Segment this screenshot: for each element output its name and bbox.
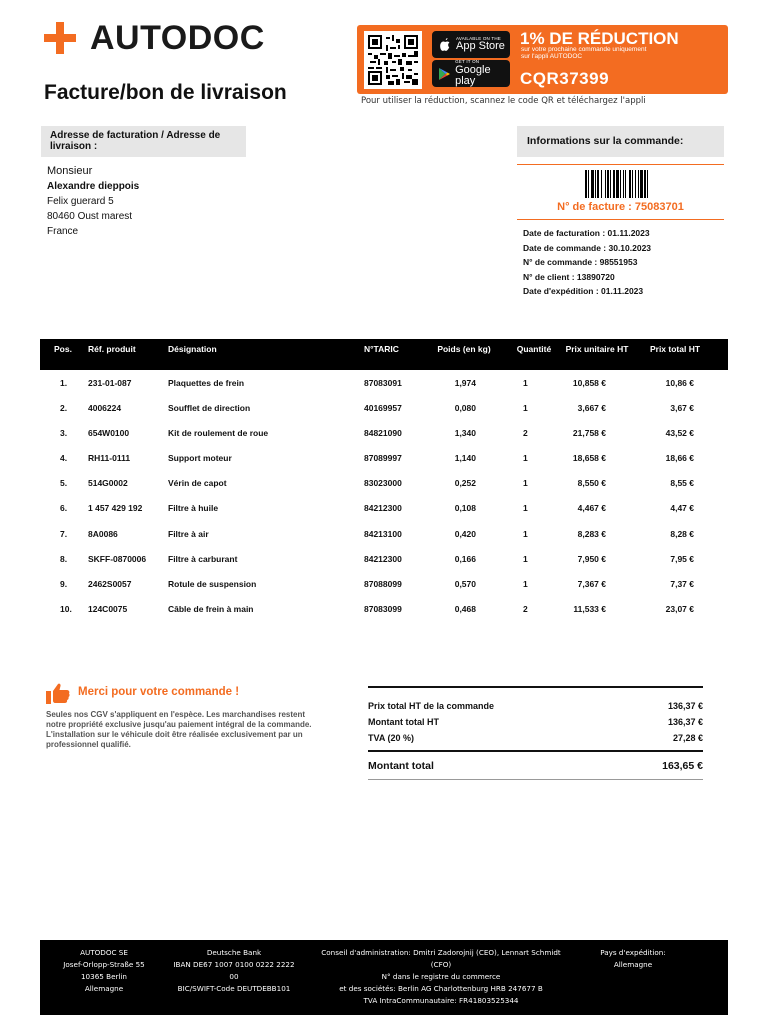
cell-designation: Câble de frein à main	[168, 603, 254, 614]
table-row	[40, 370, 728, 395]
apple-icon	[438, 37, 452, 53]
footer-bank	[168, 947, 300, 995]
order-total-value: 136,37 €	[667, 701, 703, 711]
cell-unit-price: 7,367 €	[577, 578, 606, 589]
googleplay-caption: GET IT ON	[455, 59, 480, 65]
divider	[368, 779, 703, 780]
cell-pos: 7.	[60, 528, 68, 539]
cell-weight: 0,252	[454, 478, 476, 489]
divider	[517, 164, 724, 165]
grand-total-label: Montant total	[368, 760, 434, 772]
cell-ref: 8A0086	[88, 528, 118, 539]
promo-title: 1% DE RÉDUCTION	[520, 29, 679, 48]
cell-qty: 1	[523, 528, 528, 539]
order-info-list	[523, 226, 651, 299]
footer-line: BIC/SWIFT-Code DEUTDEBB101	[177, 984, 291, 993]
cell-qty: 2	[523, 428, 528, 439]
cell-weight: 0,420	[454, 528, 476, 539]
footer-company	[52, 947, 156, 995]
cell-weight: 1,340	[454, 428, 476, 439]
client-number: N° de client : 13890720	[523, 271, 615, 282]
table-row	[40, 445, 728, 470]
cell-designation: Soufflet de direction	[168, 403, 251, 414]
appstore-label: App Store	[456, 40, 505, 53]
cell-ref: 124C0075	[88, 603, 128, 614]
thanks-title: Merci pour votre commande !	[78, 686, 240, 698]
footer-line: AUTODOC SE	[80, 948, 128, 957]
total-ht-row	[368, 714, 703, 730]
footer-line: Josef-Orlopp-Straße 55	[63, 960, 145, 969]
table-header	[40, 339, 728, 370]
cell-taric: 87083099	[364, 603, 402, 614]
cell-pos: 4.	[60, 453, 68, 464]
cell-designation: Kit de roulement de roue	[168, 428, 269, 439]
order-number: N° de commande : 98551953	[523, 257, 638, 267]
cell-taric: 84212300	[364, 553, 402, 564]
cell-unit-price: 3,667 €	[577, 403, 606, 414]
cell-taric: 84212300	[364, 503, 402, 514]
salutation: Monsieur	[47, 165, 93, 177]
col-unit-price: Prix unitaire HT	[565, 344, 629, 354]
totals-block	[368, 698, 703, 746]
cell-ref: 2462S0057	[88, 578, 132, 589]
col-total-price: Prix total HT	[649, 344, 701, 354]
footer-line: Deutsche Bank	[206, 948, 262, 957]
cell-weight: 0,570	[454, 578, 476, 589]
cell-weight: 1,974	[454, 378, 476, 388]
cell-ref: 1 457 429 192	[88, 503, 143, 514]
cell-ref: 231-01-087	[88, 378, 132, 388]
billing-address	[47, 163, 139, 239]
footer-line: TVA IntraCommunautaire: FR41803525344	[363, 996, 519, 1005]
cell-pos: 6.	[60, 503, 68, 514]
table-row	[40, 420, 728, 445]
cell-unit-price: 11,533 €	[573, 603, 606, 614]
order-total-row	[368, 698, 703, 714]
cell-total-price: 3,67 €	[670, 403, 694, 414]
cell-ref: 514G0002	[88, 478, 128, 489]
vat-value: 27,28 €	[672, 733, 703, 743]
total-ht-label: Montant total HT	[368, 717, 439, 727]
invoice-date: Date de facturation : 01.11.2023	[523, 228, 650, 238]
terms-text: Seules nos CGV s'appliquent en l'espèce. Les marchandises restent notre propriété exclusive jusqu'au paiement intégral de la commande. L'installation sur le véhicule doit être réalisée exclusivement par un professionnel qualifié.	[46, 710, 312, 749]
cell-pos: 5.	[60, 478, 68, 489]
address-city: 80460 Oust marest	[47, 211, 133, 222]
promo-banner	[357, 25, 728, 94]
billing-heading: Adresse de facturation / Adresse de livraison :	[41, 126, 246, 157]
address-country: France	[47, 226, 79, 237]
promo-code: CQR37399	[520, 69, 610, 88]
cell-total-price: 43,52 €	[665, 428, 694, 439]
address-street: Felix guerard 5	[47, 196, 114, 207]
table-body	[40, 370, 728, 621]
cell-designation: Rotule de suspension	[168, 578, 257, 589]
cell-qty: 1	[523, 478, 528, 489]
divider	[368, 750, 703, 752]
cell-pos: 9.	[60, 578, 68, 589]
cell-weight: 0,166	[454, 553, 476, 564]
col-pos: Pos.	[54, 344, 72, 354]
vat-row	[368, 730, 703, 746]
cell-qty: 1	[523, 403, 528, 414]
cell-unit-price: 18,658 €	[572, 453, 606, 464]
table-row	[40, 521, 728, 546]
cell-total-price: 8,28 €	[670, 528, 694, 539]
autodoc-logo	[44, 18, 265, 58]
logo-plus-icon	[44, 22, 76, 54]
table-row	[40, 395, 728, 420]
cell-unit-price: 10,858 €	[572, 378, 606, 388]
logo-text: AUTODOC	[90, 18, 265, 57]
cell-qty: 1	[523, 378, 528, 388]
col-taric: N°TARIC	[364, 344, 399, 354]
grand-total-row	[368, 760, 703, 772]
customer-name: Alexandre dieppois	[47, 181, 140, 192]
order-total-label: Prix total HT de la commande	[368, 701, 495, 711]
footer-line: IBAN DE67 1007 0100 0222 2222 00	[173, 960, 295, 981]
shipping-date: Date d'expédition : 01.11.2023	[523, 286, 644, 296]
col-weight: Poids (en kg)	[437, 344, 491, 354]
cell-weight: 0,108	[454, 503, 476, 514]
col-qty: Quantité	[516, 344, 552, 354]
table-row	[40, 596, 728, 621]
divider	[517, 219, 724, 220]
qr-code-icon	[364, 31, 422, 89]
table-row	[40, 495, 728, 520]
cell-total-price: 18,66 €	[665, 453, 694, 464]
divider	[368, 686, 703, 688]
cell-ref: 654W0100	[88, 428, 130, 439]
cell-taric: 87083091	[364, 378, 402, 388]
footer-line: (CFO)	[430, 960, 452, 969]
app-store-button[interactable]	[432, 31, 510, 58]
google-play-button[interactable]	[432, 60, 510, 87]
cell-weight: 0,468	[454, 603, 476, 614]
cell-ref: RH11-0111	[88, 453, 131, 464]
col-designation: Désignation	[168, 344, 217, 354]
cell-unit-price: 21,758 €	[572, 428, 606, 439]
cell-designation: Filtre à huile	[168, 503, 219, 514]
cell-ref: SKFF-0870006	[88, 553, 147, 564]
cell-taric: 87089997	[364, 453, 402, 464]
invoice-number: N° de facture : 75083701	[557, 201, 684, 213]
total-ht-value: 136,37 €	[667, 717, 703, 727]
cell-pos: 8.	[60, 553, 68, 564]
col-ref: Réf. produit	[88, 344, 136, 354]
cell-qty: 1	[523, 503, 528, 514]
cell-qty: 1	[523, 553, 528, 564]
cell-taric: 83023000	[364, 478, 402, 489]
promo-note: Pour utiliser la réduction, scannez le code QR et téléchargez l'appli	[361, 96, 646, 106]
footer-line: Allemagne	[613, 960, 653, 969]
cell-taric: 84821090	[364, 428, 402, 439]
order-date: Date de commande : 30.10.2023	[523, 242, 652, 253]
appstore-caption: AVAILABLE ON THE	[456, 35, 501, 41]
table-row	[40, 571, 728, 596]
cell-qty: 2	[523, 603, 528, 614]
document-title: Facture/bon de livraison	[44, 81, 287, 104]
cell-total-price: 8,55 €	[670, 478, 694, 489]
footer-line: et des sociétés: Berlin AG Charlottenburg HRB 247677 B	[339, 984, 543, 993]
promo-subtitle: sur votre prochaine commande uniquement sur l'appli AUTODOC	[521, 46, 647, 61]
barcode-icon	[585, 170, 661, 198]
cell-designation: Vérin de capot	[168, 478, 227, 489]
footer-line: N° dans le registre du commerce	[381, 972, 501, 981]
cell-designation: Support moteur	[168, 453, 232, 464]
cell-total-price: 7,95 €	[670, 553, 694, 564]
cell-taric: 84213100	[364, 528, 402, 539]
cell-total-price: 4,47 €	[670, 503, 694, 514]
cell-designation: Plaquettes de frein	[168, 378, 245, 388]
cell-unit-price: 7,950 €	[577, 553, 606, 564]
footer-shipping-country	[588, 947, 678, 971]
footer	[40, 940, 728, 1015]
cell-pos: 2.	[60, 403, 68, 414]
thumbs-up-icon	[46, 683, 70, 704]
footer-line: Conseil d'administration: Dmitri Zadorojnij (CEO), Lennart Schmidt	[321, 948, 561, 957]
cell-taric: 87088099	[364, 578, 402, 589]
cell-unit-price: 8,550 €	[577, 478, 606, 489]
grand-total-value: 163,65 €	[662, 760, 703, 772]
cell-total-price: 23,07 €	[665, 603, 694, 614]
play-icon	[438, 66, 451, 82]
cell-designation: Filtre à air	[168, 528, 209, 539]
cell-unit-price: 4,467 €	[577, 503, 606, 514]
table-row	[40, 470, 728, 495]
vat-label: TVA (20 %)	[368, 733, 415, 743]
cell-unit-price: 8,283 €	[577, 528, 606, 539]
footer-line: Allemagne	[84, 984, 124, 993]
order-info-heading: Informations sur la commande:	[517, 126, 724, 157]
cell-total-price: 7,37 €	[670, 578, 694, 589]
cell-pos: 3.	[60, 428, 68, 439]
cell-qty: 1	[523, 578, 528, 589]
cell-ref: 4006224	[88, 403, 122, 414]
cell-designation: Filtre à carburant	[168, 553, 238, 564]
cell-pos: 10.	[60, 603, 72, 614]
footer-line: Pays d'expédition:	[600, 948, 666, 957]
cell-weight: 1,140	[454, 453, 476, 464]
footer-legal	[310, 947, 572, 1007]
cell-weight: 0,080	[454, 403, 476, 414]
cell-qty: 1	[523, 453, 528, 464]
cell-taric: 40169957	[364, 403, 402, 414]
cell-total-price: 10,86 €	[665, 378, 694, 388]
cell-pos: 1.	[60, 378, 68, 388]
table-row	[40, 546, 728, 571]
footer-line: 10365 Berlin	[80, 972, 127, 981]
googleplay-label: Google play	[455, 63, 491, 87]
